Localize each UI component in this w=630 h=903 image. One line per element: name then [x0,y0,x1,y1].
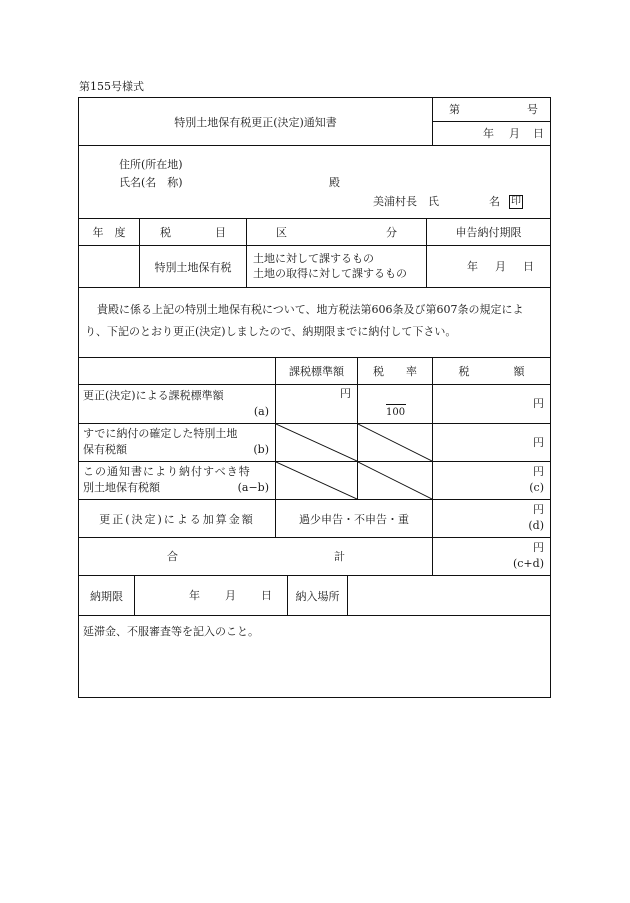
number-prefix: 第 [449,103,460,116]
calc-header-rate: 税 率 [357,358,432,384]
deadline-year-label: 年 [467,260,478,273]
payment-day-label: 日 [261,589,272,602]
amount-yen-unit-a: 円 [533,397,544,410]
total-label: 合 計 [167,550,345,563]
honorific: 殿 [329,176,340,189]
rate-crossed-b [357,424,432,461]
rate-denominator: 100 [386,407,406,418]
notice-line-1: 貴殿に係る上記の特別土地保有税について、地方税法第606条及び第607条の規定によ [97,303,524,316]
payment-date-field[interactable] [134,576,287,615]
calc-tag-b: (b) [253,443,269,456]
notice-form [78,97,551,698]
title-row [79,98,550,146]
title-cell [79,98,432,145]
tax-amount-field-b[interactable] [432,424,550,461]
fraction-bar [386,404,406,405]
addition-tag: (d) [528,519,544,532]
tax-category-cell [246,246,426,287]
calc-label-b: すでに納付の確定した特別土地 保有税額 (b) [83,427,269,456]
number-suffix: 号 [527,103,538,116]
seal-mark: 印 [511,196,521,207]
rate-crossed-c [357,462,432,499]
date-day-label: 日 [533,127,544,140]
calc-header-base: 課税標準額 [275,358,357,384]
name-label: 氏名(名 称) [119,176,183,189]
date-year-label: 年 [483,127,494,140]
tax-body-row [79,246,550,288]
header-item: 税 目 [139,219,246,245]
payment-place-label: 納入場所 [287,576,347,615]
payment-deadline-label: 納期限 [90,589,123,603]
calc-header-row [79,358,550,385]
base-crossed-c [275,462,357,499]
address-row [79,146,550,219]
total-yen-unit: 円 [533,541,544,554]
year-field[interactable] [79,246,139,287]
calc-row-a [79,385,550,424]
payment-row [79,576,550,616]
base-amount-field[interactable] [275,385,357,423]
deadline-date-field[interactable] [426,246,550,287]
calc-label-c: この通知書により納付すべき特 別土地保有税額 (a−b) [83,465,269,494]
tax-item-cell: 特別土地保有税 [139,246,246,287]
base-yen-unit: 円 [340,387,351,400]
addition-row [79,500,550,538]
base-crossed-b [275,424,357,461]
remarks-row [79,616,550,697]
amount-tag-c: (c) [529,481,544,494]
calc-header-amount: 税 額 [432,358,550,384]
notice-row [79,288,550,358]
calc-tag-a: (a) [253,405,269,418]
number-field[interactable] [433,98,550,122]
calc-row-b [79,424,550,462]
form-number: 第155号様式 [79,80,144,93]
form-title: 特別土地保有税更正(決定)通知書 [174,115,337,129]
header-category: 区 分 [246,219,426,245]
amount-yen-unit-c: 円 [533,465,544,478]
notice-line-2: り、下記のとおり更正(決定)しましたので、納期限までに納付して下さい。 [85,325,457,338]
remarks-text: 延滞金、不服審査等を記入のこと。 [83,625,259,638]
calc-tag-c: (a−b) [237,481,269,494]
calc-label-a: 更正(決定)による課税標準額 (a) [83,389,269,418]
tax-amount-field-a[interactable] [432,385,550,423]
total-row [79,538,550,576]
addition-yen-unit: 円 [533,503,544,516]
deadline-day-label: 日 [523,260,534,273]
calc-row-c [79,462,550,500]
addition-label: 更正(決定)による加算金額 [99,512,255,526]
tax-amount-field-c[interactable] [432,462,550,499]
header-deadline: 申告納付期限 [426,219,550,245]
payment-year-label: 年 [189,589,200,602]
category-line-2: 土地の取得に対して課するもの [253,267,407,280]
addition-kinds: 過少申告・不申告・重 [275,500,432,537]
issuer-name-suffix: 名 [489,195,500,208]
date-month-label: 月 [509,127,520,140]
date-field[interactable] [433,121,550,145]
payment-month-label: 月 [225,589,236,602]
deadline-month-label: 月 [495,260,506,273]
category-line-1: 土地に対して課するもの [253,252,374,265]
addition-amount-field[interactable] [432,500,550,537]
tax-header-row [79,219,550,246]
amount-yen-unit-b: 円 [533,436,544,449]
tax-rate-field[interactable] [357,385,432,423]
header-year: 年 度 [92,226,126,239]
issuer-title: 美浦村長 氏 [373,195,439,208]
address-label: 住所(所在地) [119,158,183,171]
number-date-cell [432,98,550,145]
calc-header-blank [79,358,275,384]
total-amount-field[interactable] [432,538,550,575]
total-tag: (c+d) [512,557,544,570]
payment-place-field[interactable] [347,576,550,615]
